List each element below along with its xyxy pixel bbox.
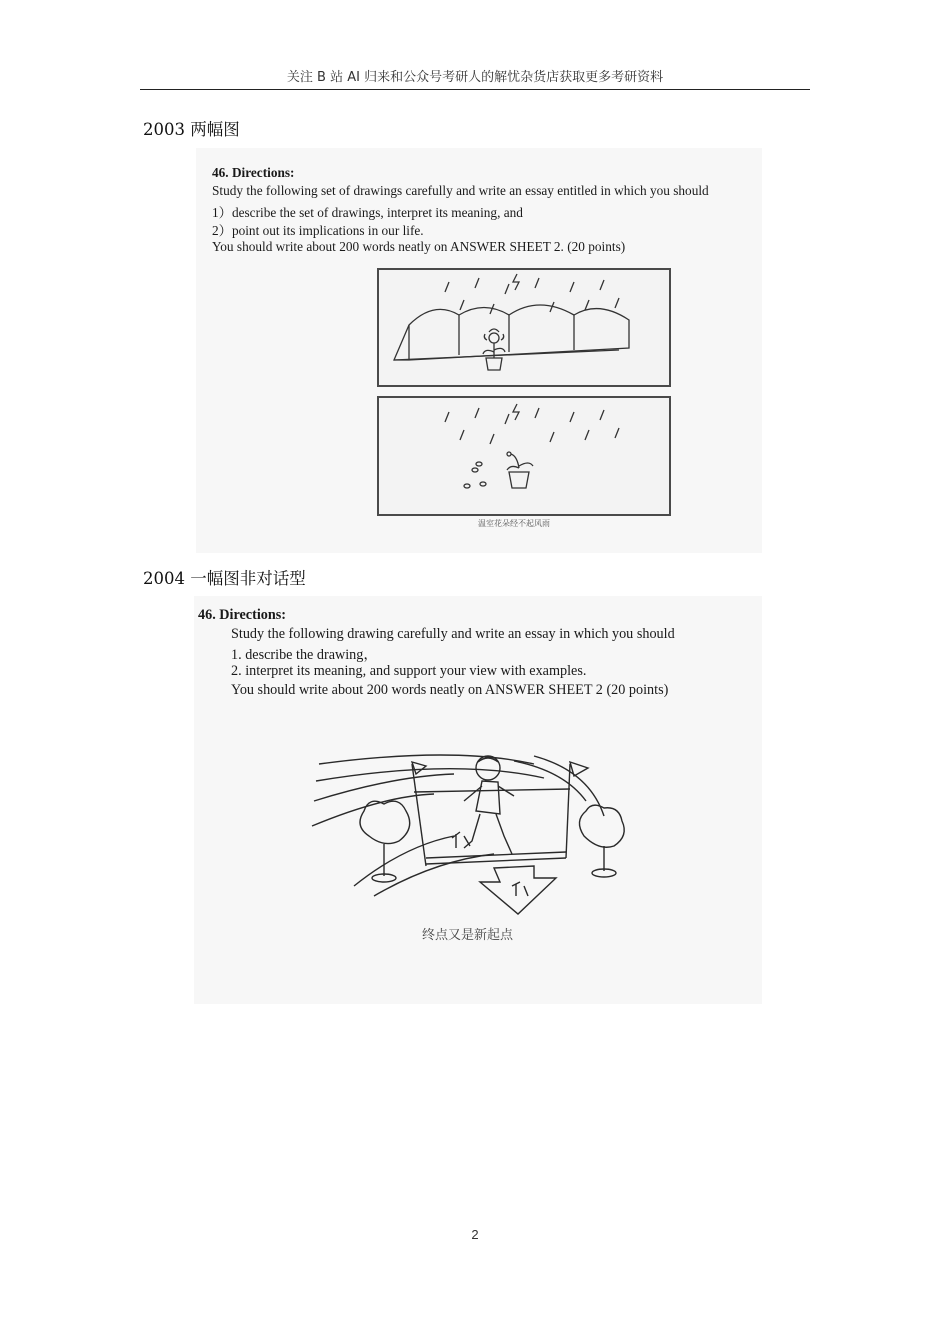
directions-line: 1）describe the set of drawings, interpret its meaning, and — [212, 205, 523, 220]
exam-scan-2003 — [196, 148, 762, 553]
exam-scan-2004 — [194, 596, 762, 1004]
page-number: 2 — [471, 1227, 479, 1242]
directions-heading: 46. Directions: — [212, 165, 295, 180]
directions-heading: 46. Directions: — [198, 607, 286, 623]
header-divider — [140, 89, 810, 90]
directions-line: You should write about 200 words neatly on ANSWER SHEET 2 (20 points) — [231, 682, 669, 698]
directions-line: 1. describe the drawing， — [231, 647, 378, 663]
directions-line: Study the following drawing carefully and write an essay in which you should — [231, 626, 675, 642]
drawing-caption: 温室花朵经不起风雨 — [478, 519, 550, 528]
drawing-outside-panel — [377, 396, 671, 516]
greenhouse-flower-illustration — [379, 270, 669, 385]
section-title-2003: 2003 两幅图 — [143, 120, 240, 139]
drawing-greenhouse-panel — [377, 268, 671, 387]
wilted-flower-illustration — [379, 398, 669, 514]
section-title-2004: 2004 一幅图非对话型 — [143, 569, 306, 588]
drawing-caption: 终点又是新起点 — [422, 928, 514, 943]
directions-line: Study the following set of drawings carefully and write an essay entitled in which you should — [212, 183, 709, 198]
directions-line: You should write about 200 words neatly on ANSWER SHEET 2. (20 points) — [212, 239, 626, 254]
directions-line: 2）point out its implications in our life. — [212, 223, 424, 238]
directions-line: 2. interpret its meaning, and support your view with examples. — [231, 663, 587, 679]
page-header: 关注 B 站 AI 归来和公众号考研人的解忧杂货店获取更多考研资料 — [286, 70, 664, 85]
